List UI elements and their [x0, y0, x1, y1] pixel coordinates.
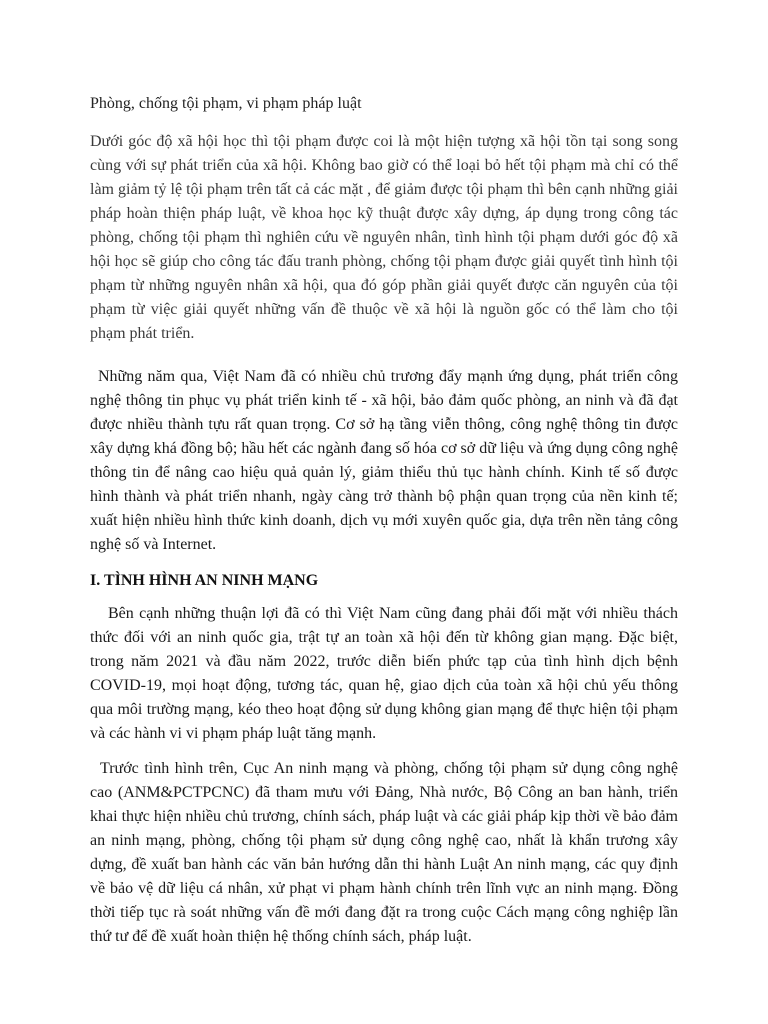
document-page — [90, 92, 678, 949]
section-heading: I. TÌNH HÌNH AN NINH MẠNG — [90, 572, 319, 589]
context-paragraph: Những năm qua, Việt Nam đã có nhiều chủ trương đẩy mạnh ứng dụng, phát triển công nghệ thông tin phục vụ phát triển kinh tế - xã hội, bảo đảm quốc phòng, an ninh và đã đạt được nhiều thành tựu rất quan trọng. Cơ sở hạ tầng viễn thông, công nghệ thông tin được xây dựng khá đồng bộ; hầu hết các ngành đang số hóa cơ sở dữ liệu và ứng dụng công nghệ thông tin để nâng cao hiệu quả quản lý, giảm thiểu thủ tục hành chính. Kinh tế số được hình thành và phát triển nhanh, ngày càng trở thành bộ phận quan trọng của nền kinh tế; xuất hiện nhiều hình thức kinh doanh, dịch vụ mới xuyên quốc gia, dựa trên nền tảng công nghệ số và Internet. — [90, 368, 678, 553]
intro-paragraph: Dưới góc độ xã hội học thì tội phạm được coi là một hiện tượng xã hội tồn tại song song cùng với sự phát triển của xã hội. Không bao giờ có thể loại bỏ hết tội phạm mà chỉ có thể làm giảm tỷ lệ tội phạm trên tất cả các mặt , để giảm được tội phạm thì bên cạnh những giải pháp hoàn thiện pháp luật, về khoa học kỹ thuật được xây dựng, áp dụng trong công tác phòng, chống tội phạm thì nghiên cứu về nguyên nhân, tình hình tội phạm dưới góc độ xã hội học sẽ giúp cho công tác đấu tranh phòng, chống tội phạm được giải quyết tình hình tội phạm từ những nguyên nhân xã hội, qua đó góp phần giải quyết được căn nguyên của tội phạm từ việc giải quyết những vấn đề thuộc về xã hội là nguồn gốc có thể làm cho tội phạm phát triển. — [90, 133, 678, 342]
section-paragraph-challenges: Bên cạnh những thuận lợi đã có thì Việt Nam cũng đang phải đối mặt với nhiều thách thức đối với an ninh quốc gia, trật tự an toàn xã hội đến từ không gian mạng. Đặc biệt, trong năm 2021 và đầu năm 2022, trước diễn biến phức tạp của tình hình dịch bệnh COVID-19, mọi hoạt động, tương tác, quan hệ, giao dịch của toàn xã hội chủ yếu thông qua môi trường mạng, kéo theo hoạt động sử dụng không gian mạng để thực hiện tội phạm và các hành vi vi phạm pháp luật tăng mạnh. — [90, 605, 678, 742]
document-title: Phòng, chống tội phạm, vi phạm pháp luật — [90, 95, 362, 112]
section-paragraph-response: Trước tình hình trên, Cục An ninh mạng và phòng, chống tội phạm sử dụng công nghệ cao (ANM&PCTPCNC) đã tham mưu với Đảng, Nhà nước, Bộ Công an ban hành, triển khai thực hiện nhiều chủ trương, chính sách, pháp luật và các giải pháp kịp thời về bảo đảm an ninh mạng, phòng, chống tội phạm sử dụng công nghệ cao, nhất là khẩn trương xây dựng, đề xuất ban hành các văn bản hướng dẫn thi hành Luật An ninh mạng, các quy định về bảo vệ dữ liệu cá nhân, xử phạt vi phạm hành chính trên lĩnh vực an ninh mạng. Đồng thời tiếp tục rà soát những vấn đề mới đang đặt ra trong cuộc Cách mạng công nghiệp lần thứ tư để đề xuất hoàn thiện hệ thống chính sách, pháp luật. — [90, 760, 678, 945]
